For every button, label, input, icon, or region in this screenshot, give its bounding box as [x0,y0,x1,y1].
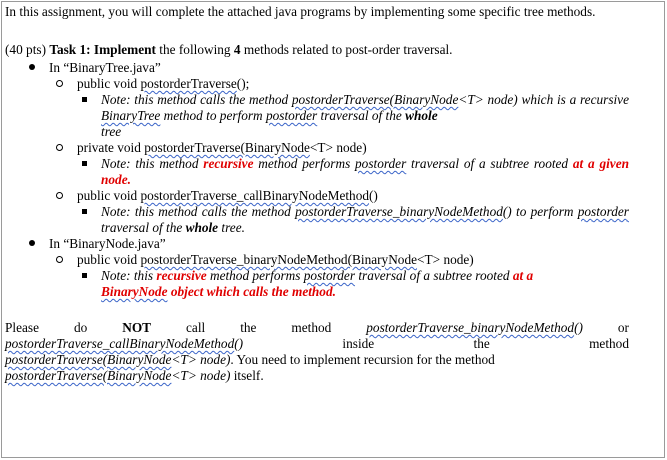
note-text: traversal of the [317,108,406,123]
note-text: method to perform [160,108,266,123]
bullet-square-icon [82,92,87,108]
note-red: object which calls the method. [167,284,336,299]
note-text: method performs [206,268,304,283]
closing-word: or [617,320,629,335]
closing-paragraph [5,320,629,384]
note-text: Note: this method calls the method [101,92,292,107]
note-code: postorder [577,204,629,219]
note-text: Note: this method [101,156,204,171]
method-note [5,204,629,236]
note-bold: whole [405,108,438,123]
method-note [5,92,629,140]
file-name: In “BinaryTree.java” [49,60,161,75]
method-sig-name: postorderTraverse [140,76,237,91]
method-sig-suffix: (); [236,76,250,91]
closing-line-1 [5,320,629,336]
task-title: Task 1: Implement [49,42,156,57]
bullet-square-icon [82,156,87,172]
bullet-dot-icon [29,236,35,252]
closing-word: method [291,320,332,335]
closing-word: <T> node) [171,368,231,383]
note-code: postorder [265,108,318,123]
bullet-circle-icon [56,188,63,204]
closing-word: call [186,320,206,335]
closing-word: the [473,336,490,351]
note-code: postorder [303,268,356,283]
note-text: traversal of a subtree rooted [406,156,573,171]
method-sig-suffix: <T> node) [309,140,367,155]
method-sig-name: postorderTraverse(BinaryNode [144,140,310,155]
closing-word: () [574,320,583,335]
closing-word: itself. [230,368,264,383]
note-red-code: BinaryNode [101,284,168,299]
method-sig-prefix: public void [77,188,141,203]
note-text: tree [101,124,122,139]
note-text: traversal of a subtree rooted [355,268,513,283]
note-text: tree. [218,220,245,235]
closing-line-3 [5,352,629,368]
note-text: method performs [253,156,356,171]
method-note [5,268,629,300]
method-item [5,252,629,268]
bullet-square-icon [82,268,87,284]
closing-word: inside [342,336,375,351]
method-sig-name: postorderTraverse_callBinaryNodeMethod [140,188,369,203]
bullet-circle-icon [56,140,63,156]
method-sig-prefix: public void [77,76,141,91]
bullet-circle-icon [56,252,63,268]
note-red: at a given node. [101,156,629,187]
note-bold: whole [185,220,219,235]
closing-not: NOT [122,320,152,335]
note-code: postorder [355,156,407,171]
closing-method: postorderTraverse_binaryNodeMethod [366,320,575,335]
task-mid: the following [155,42,234,57]
closing-word: . You need to implement recursion for the method [230,352,495,367]
closing-method: postorderTraverse(BinaryNode [5,352,172,367]
task-count: 4 [233,42,241,57]
method-sig-suffix: <T> node) [417,252,474,267]
note-text: () to perform [502,204,578,219]
closing-word: <T> node) [171,352,231,367]
note-code: postorderTraverse_binaryNodeMethod [295,204,503,219]
method-item [5,188,629,204]
intro-paragraph: In this assignment, you will complete the attached java programs by implementing some specific tree methods. [5,4,596,19]
note-red: recursive [156,268,207,283]
method-sig-prefix: public void [77,252,141,267]
method-sig-suffix: () [369,188,378,203]
closing-line-4 [5,368,629,384]
note-text: <T> node) which is a recursive [458,92,629,107]
file-name: In “BinaryNode.java” [49,236,166,251]
closing-word: the [240,320,257,335]
closing-word: method [589,336,629,351]
task-tail: methods related to post-order traversal. [240,42,453,57]
closing-line-2 [5,336,629,352]
note-code: BinaryTree [101,108,161,123]
method-sig-prefix: private void [77,140,145,155]
note-red: recursive [203,156,254,171]
note-text: Note: this [101,268,157,283]
note-text: Note: this method calls the method [101,204,296,219]
method-note [5,156,629,188]
bullet-dot-icon [29,60,35,76]
closing-word: () [234,336,244,351]
document-body [5,4,629,384]
file-item-binarytree [5,60,629,76]
closing-method: postorderTraverse(BinaryNode [5,368,172,383]
note-code: postorderTraverse(BinaryNode [291,92,459,107]
method-item [5,140,629,156]
file-item-binarynode [5,236,629,252]
note-red: at a [512,268,534,283]
closing-word: Please [5,320,39,335]
bullet-circle-icon [56,76,63,92]
task-points: (40 pts) [5,42,50,57]
method-item [5,76,629,92]
note-text: traversal of the [101,220,186,235]
method-sig-name: postorderTraverse_binaryNodeMethod(BinaryNode [140,252,417,267]
bullet-square-icon [82,204,87,220]
task-heading [5,42,629,58]
closing-word: do [73,320,88,335]
closing-method: postorderTraverse_callBinaryNodeMethod [5,336,235,351]
